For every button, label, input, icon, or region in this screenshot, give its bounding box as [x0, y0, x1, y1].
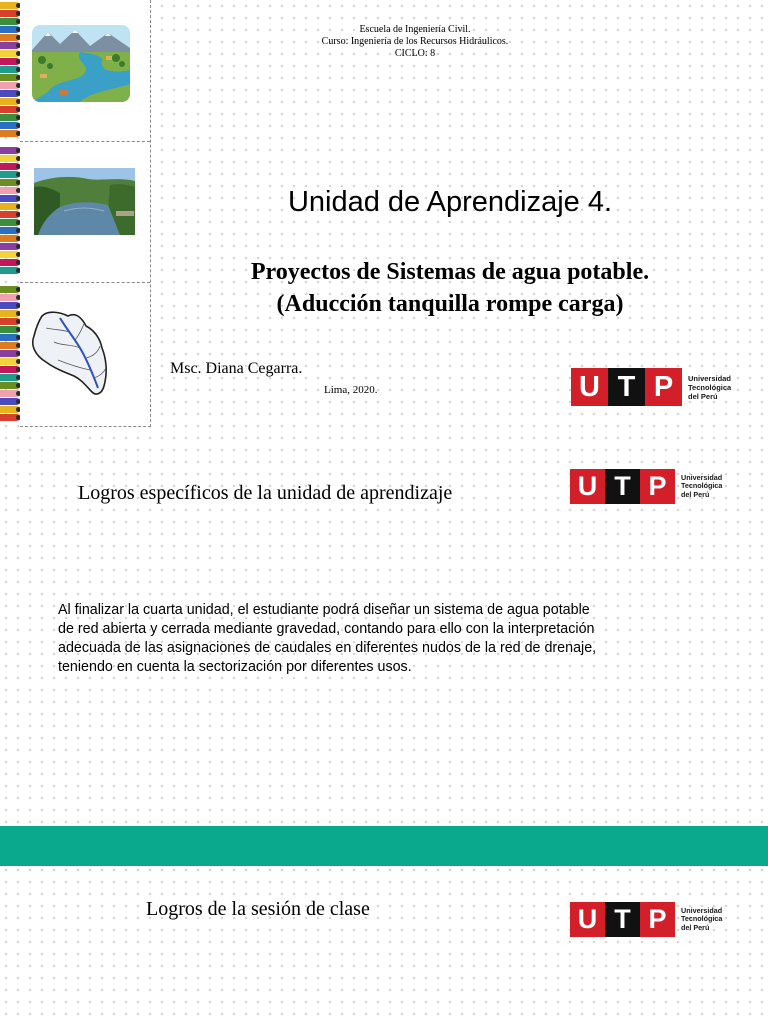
pencil-decoration	[0, 2, 20, 9]
pencil-decoration	[0, 219, 20, 226]
pencil-decoration	[0, 195, 20, 202]
pencil-decoration	[0, 179, 20, 186]
utp-logo	[571, 368, 731, 406]
pencil-decoration	[0, 243, 20, 250]
pencil-decoration	[0, 374, 20, 381]
school-name: Escuela de Ingeniería Civil.	[359, 24, 471, 35]
logo-letter-t: T	[608, 368, 645, 406]
paragraph-line: Al finalizar la cuarta unidad, el estudiante podrá diseñar un sistema de agua potable	[58, 602, 590, 618]
logo-letter-t: T	[605, 902, 640, 937]
pencil-decoration	[0, 366, 20, 373]
pencil-decoration	[0, 398, 20, 405]
logo-line3: del Perú	[688, 391, 718, 401]
logo-line1: Universidad	[688, 373, 731, 383]
place-date: Lima, 2020.	[324, 384, 378, 396]
logo-letter-p: P	[640, 469, 675, 504]
logo-line3: del Perú	[681, 489, 710, 499]
pencil-decoration	[0, 251, 20, 258]
logo-letter-p: P	[640, 902, 675, 937]
pencil-decoration	[0, 10, 20, 17]
logo-line1: Universidad	[681, 472, 723, 482]
pencil-decoration	[0, 42, 20, 49]
river-landscape-illustration	[20, 0, 150, 141]
pencil-decoration	[0, 414, 20, 421]
outcomes-paragraph	[58, 601, 708, 677]
project-title-line2: (Aducción tanquilla rompe carga)	[276, 291, 624, 317]
project-title-line1: Proyectos de Sistemas de agua potable.	[250, 259, 650, 285]
pencil-decoration	[0, 74, 20, 81]
paragraph-line: adecuada de las asignaciones de caudales en diferentes nudos de la red de drenaje,	[58, 640, 597, 656]
logo-university-name	[688, 374, 731, 401]
image-column	[20, 0, 151, 427]
pencil-decoration	[0, 334, 20, 341]
pencil-decoration	[0, 259, 20, 266]
pencil-decoration	[0, 147, 20, 154]
slide-separator-band	[0, 826, 768, 866]
pencil-decoration	[0, 50, 20, 57]
pencil-decoration	[0, 342, 20, 349]
session-outcomes-slide	[0, 866, 768, 1024]
pencil-decoration	[0, 302, 20, 309]
logo-letter-u: U	[571, 368, 608, 406]
pencil-decoration	[0, 227, 20, 234]
title-slide	[0, 0, 768, 438]
logo-line1: Universidad	[681, 905, 723, 915]
pencil-decoration	[0, 34, 20, 41]
pencil-decoration	[0, 382, 20, 389]
learning-outcomes-slide	[0, 438, 768, 828]
image-cell-watershed	[20, 282, 150, 426]
logo-line2: Tecnológica	[688, 382, 732, 392]
pencil-decoration	[0, 286, 20, 293]
logo-line2: Tecnológica	[681, 481, 723, 491]
cycle-label: CICLO: 8	[394, 48, 436, 59]
pencil-decoration	[0, 267, 20, 274]
paragraph-line: de red abierta y cerrada mediante gravedad, contando para ello con la interpretación	[58, 621, 595, 637]
unit-title: Unidad de Aprendizaje 4.	[287, 186, 613, 218]
pencil-decoration	[0, 171, 20, 178]
pencil-decoration	[0, 318, 20, 325]
slide-title: Logros de la sesión de clase	[146, 898, 370, 920]
utp-logo	[570, 902, 722, 937]
logo-letter-p: P	[645, 368, 682, 406]
river-photo	[20, 141, 150, 282]
logo-letter-u: U	[570, 469, 605, 504]
pencil-decoration	[0, 66, 20, 73]
pencil-decoration	[0, 203, 20, 210]
pencil-decoration	[0, 130, 20, 137]
pencil-decoration	[0, 26, 20, 33]
paragraph-line: teniendo en cuenta la sectorización por diferentes usos.	[58, 659, 412, 675]
pencil-decoration	[0, 406, 20, 413]
image-cell-river-landscape	[20, 0, 150, 142]
pencil-decoration	[0, 310, 20, 317]
pencil-decoration	[0, 235, 20, 242]
watershed-map	[20, 282, 150, 426]
pencil-decoration	[0, 187, 20, 194]
pencil-decoration	[0, 114, 20, 121]
utp-logo	[570, 469, 722, 504]
pencil-decoration	[0, 358, 20, 365]
logo-university-name	[681, 474, 722, 500]
pencil-decoration	[0, 122, 20, 129]
colored-pencils-decoration	[0, 0, 20, 428]
course-name: Curso: Ingeniería de los Recursos Hidráulicos.	[321, 36, 509, 47]
logo-line3: del Perú	[681, 922, 710, 932]
pencil-decoration	[0, 82, 20, 89]
slide-title: Logros específicos de la unidad de aprendizaje	[78, 482, 453, 504]
pencil-decoration	[0, 326, 20, 333]
pencil-decoration	[0, 155, 20, 162]
pencil-decoration	[0, 98, 20, 105]
pencil-decoration	[0, 163, 20, 170]
pencil-decoration	[0, 106, 20, 113]
logo-university-name	[681, 907, 722, 933]
image-cell-river-photo	[20, 141, 150, 283]
pencil-decoration	[0, 294, 20, 301]
pencil-decoration	[0, 18, 20, 25]
pencil-decoration	[0, 90, 20, 97]
logo-letter-u: U	[570, 902, 605, 937]
pencil-decoration	[0, 211, 20, 218]
pencil-decoration	[0, 390, 20, 397]
logo-line2: Tecnológica	[681, 914, 723, 924]
pencil-decoration	[0, 350, 20, 357]
logo-letter-t: T	[605, 469, 640, 504]
pencil-decoration	[0, 58, 20, 65]
author-name: Msc. Diana Cegarra.	[170, 360, 303, 377]
